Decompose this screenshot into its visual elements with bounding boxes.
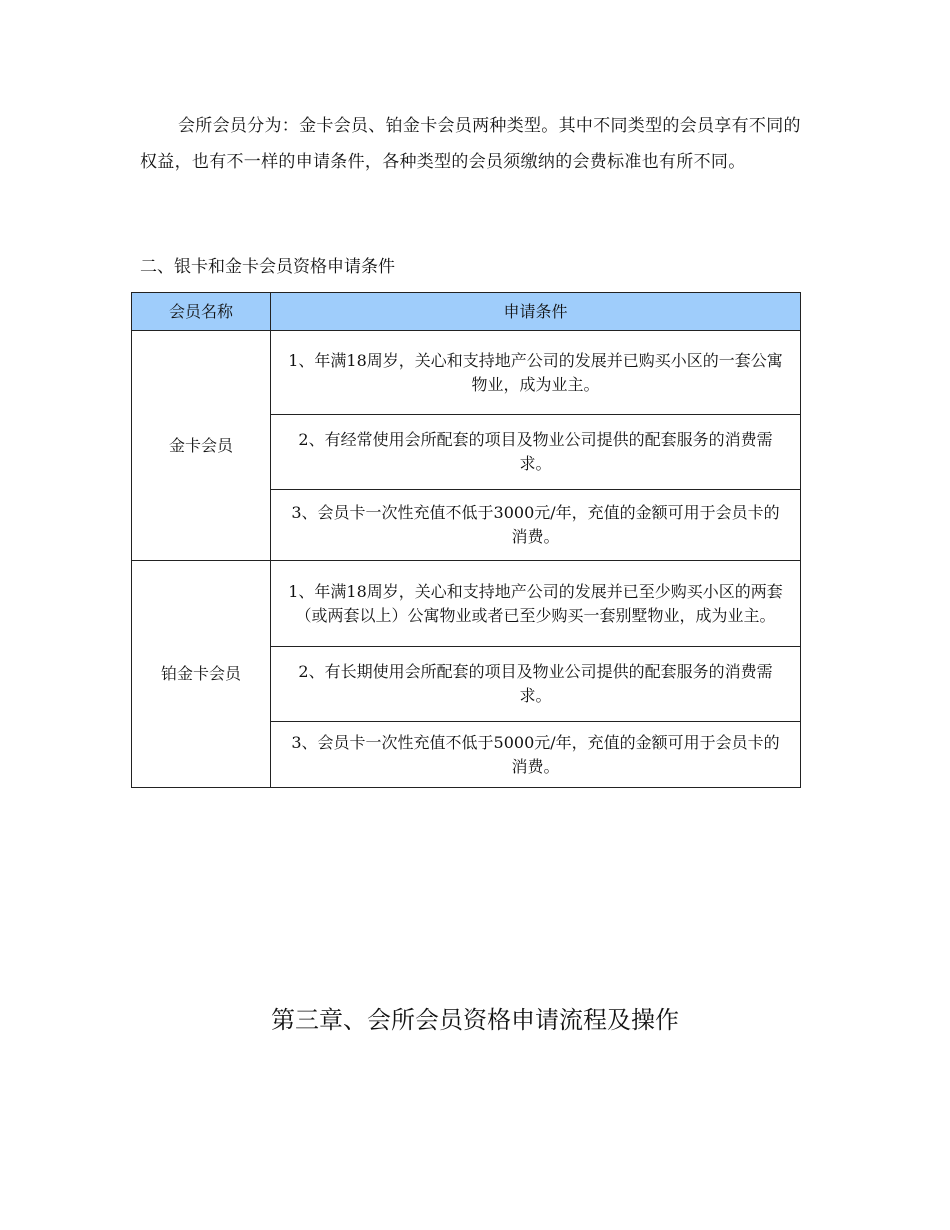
chapter-title: 第三章、会所会员资格申请流程及操作 [271,1006,679,1034]
condition-cell: 3、会员卡一次性充值不低于5000元/年，充值的金额可用于会员卡的消费。 [271,722,801,788]
condition-cell: 1、年满18周岁，关心和支持地产公司的发展并已购买小区的一套公寓物业，成为业主。 [271,331,801,415]
member-type-platinum: 铂金卡会员 [132,561,271,788]
header-member-name: 会员名称 [132,293,271,331]
membership-requirements-table [131,292,801,788]
table-row [132,331,801,415]
header-conditions: 申请条件 [271,293,801,331]
condition-cell: 1、年满18周岁，关心和支持地产公司的发展并已至少购买小区的两套（或两套以上）公寓物业或者已至少购买一套别墅物业，成为业主。 [271,561,801,647]
section-heading: 二、银卡和金卡会员资格申请条件 [140,257,395,277]
intro-paragraph: 会所会员分为：金卡会员、铂金卡会员两种类型。其中不同类型的会员享有不同的权益，也有不一样的申请条件，各种类型的会员须缴纳的会费标准也有所不同。 [140,116,801,172]
condition-cell: 2、有长期使用会所配套的项目及物业公司提供的配套服务的消费需求。 [271,647,801,722]
table-row [132,561,801,647]
table-header-row [132,293,801,331]
condition-cell: 3、会员卡一次性充值不低于3000元/年，充值的金额可用于会员卡的消费。 [271,490,801,561]
member-type-gold: 金卡会员 [132,331,271,561]
condition-cell: 2、有经常使用会所配套的项目及物业公司提供的配套服务的消费需求。 [271,415,801,490]
